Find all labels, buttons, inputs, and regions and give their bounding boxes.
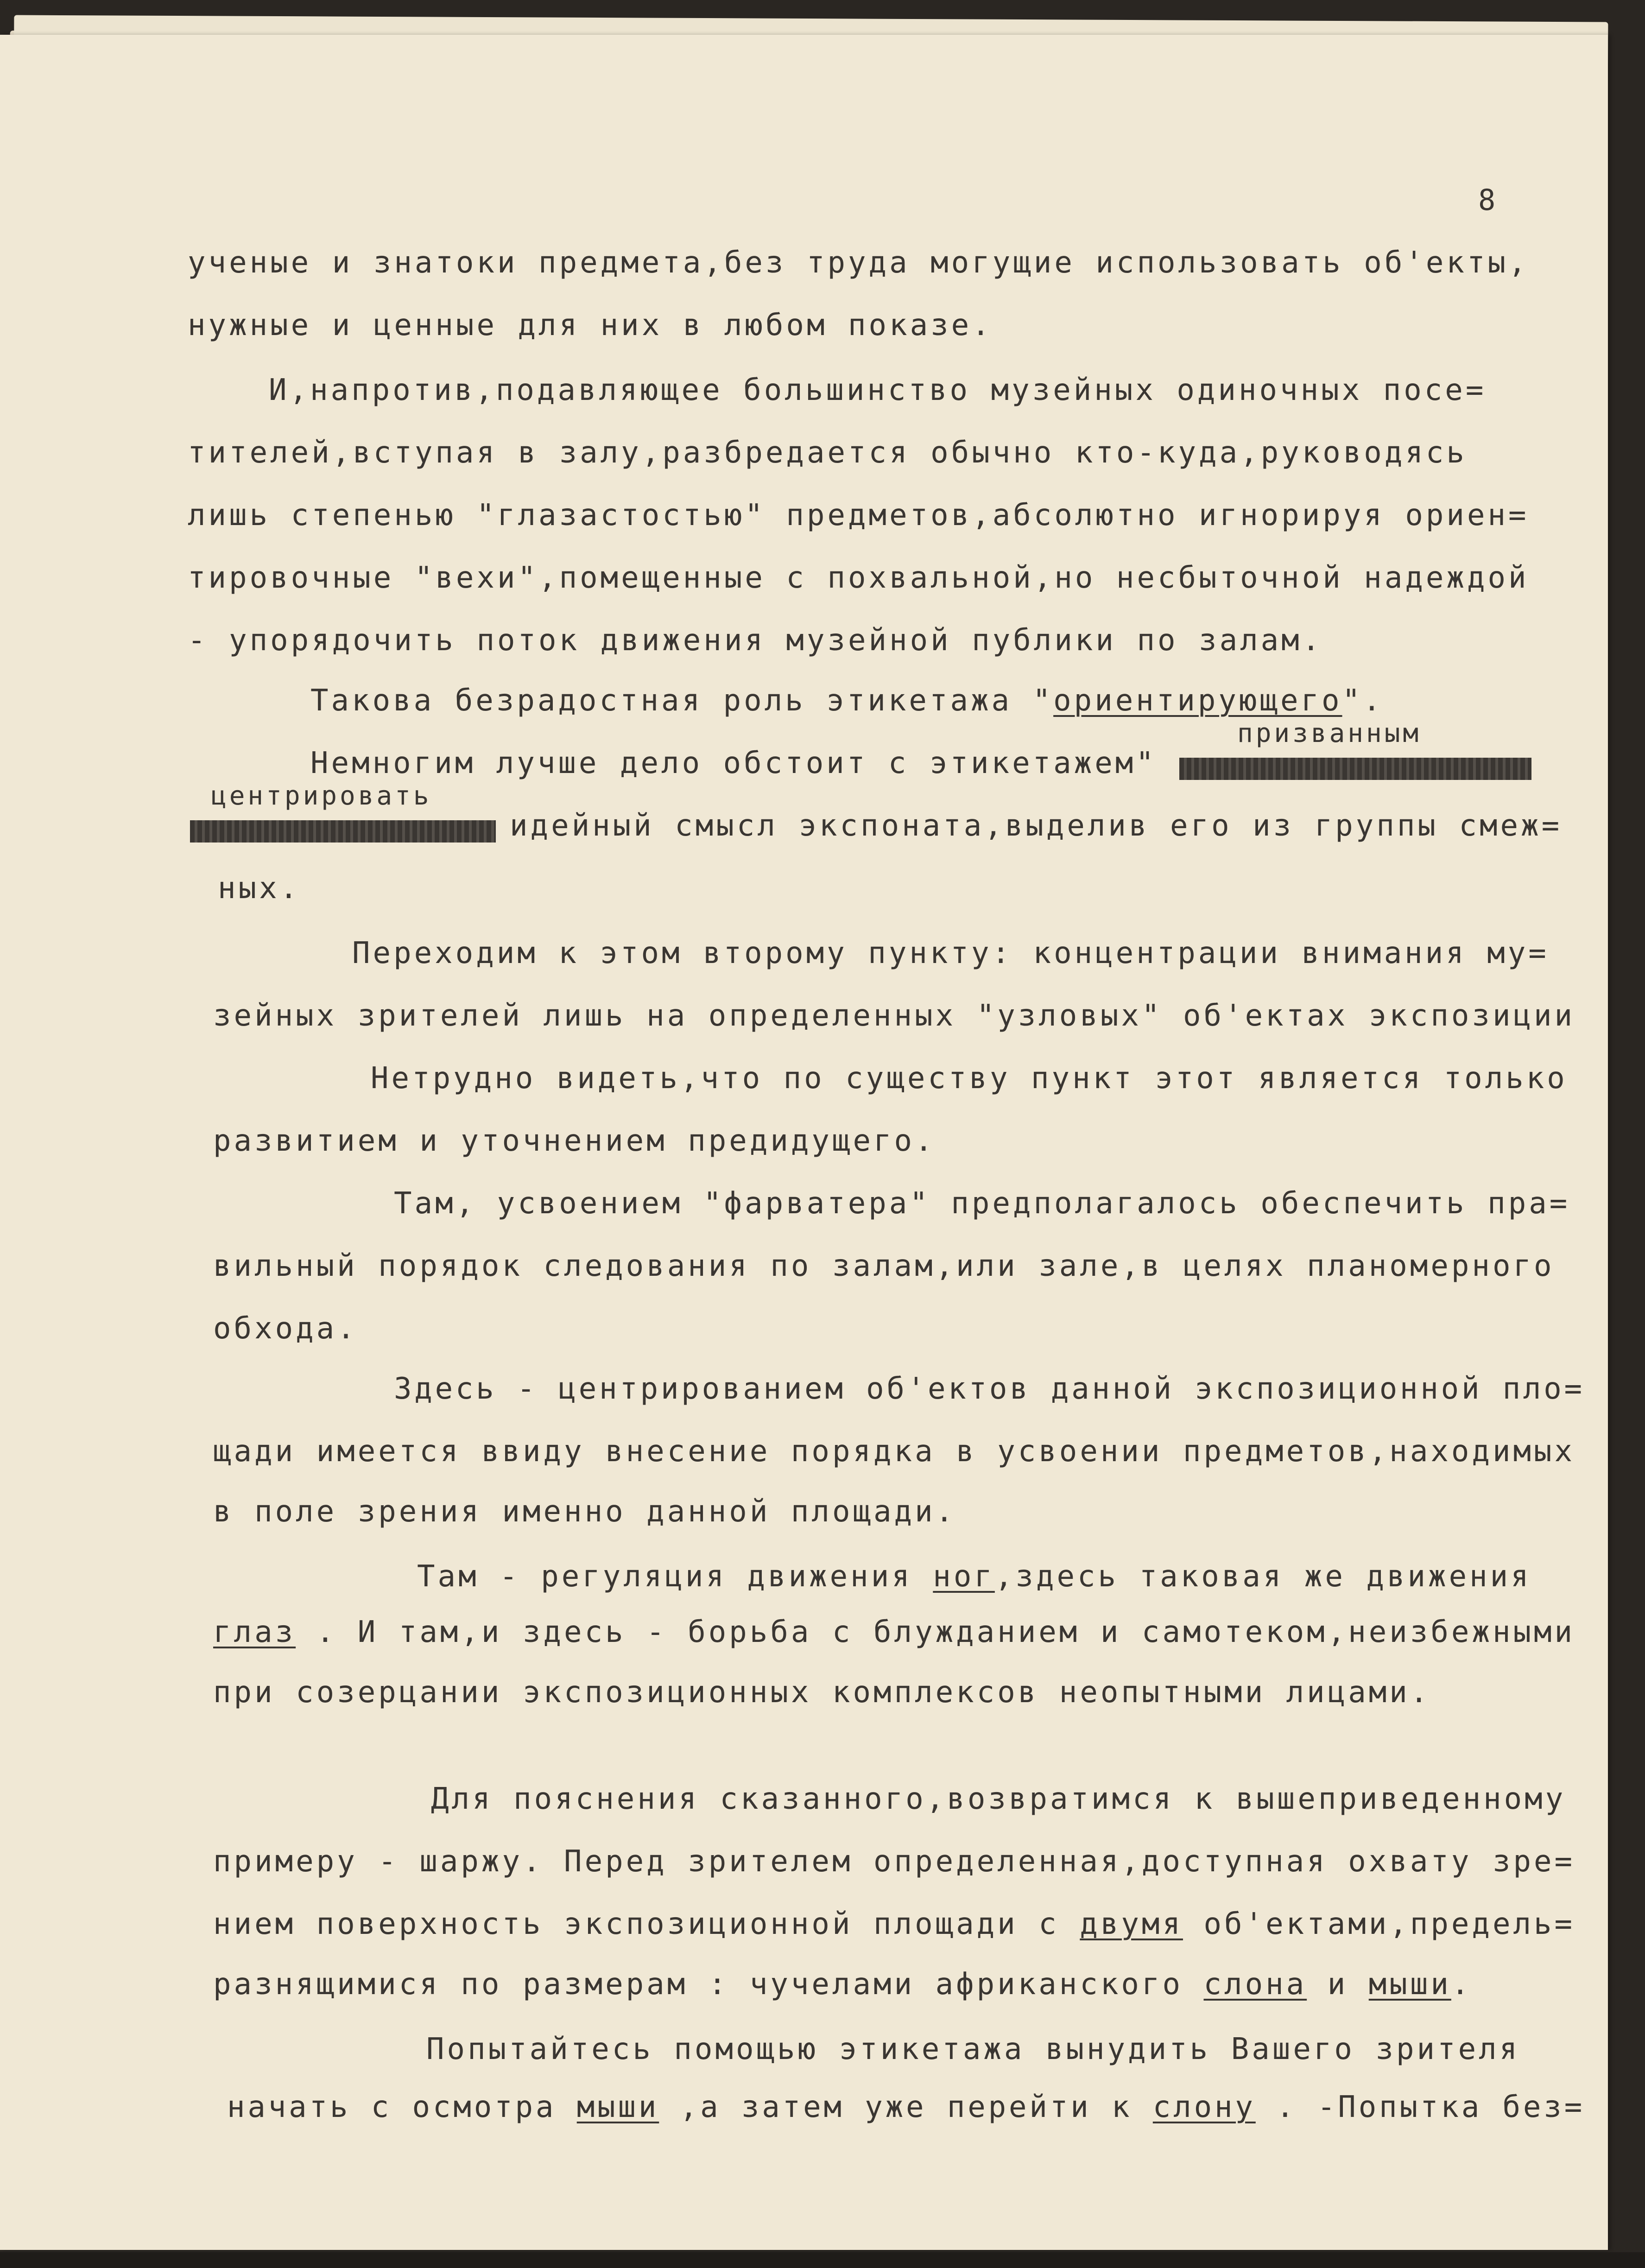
text-line: Переходим к этом второму пункту: концентрации внимания му=: [352, 936, 1549, 970]
underlined-word: мыши: [1368, 1967, 1451, 2002]
struck-out-text: [190, 820, 496, 843]
text-line: обхода.: [213, 1311, 358, 1346]
text-line: разнящимися по размерам : чучелами африканского слона и мыши.: [213, 1967, 1472, 2002]
handwritten-insertion: призванным: [1237, 718, 1422, 748]
text-line: Для пояснения сказанного,возвратимся к вышеприведенному: [431, 1782, 1566, 1816]
text-line: Немногим лучше дело обстоит с этикетажем": [310, 746, 1157, 780]
underlined-word: ног: [933, 1559, 995, 1594]
page-number: 8: [1478, 183, 1496, 217]
background-edge: [0, 2252, 1645, 2268]
text-line: при созерцании экспозиционных комплексов неопытными лицами.: [213, 1675, 1431, 1710]
text-line: начать с осмотра мыши ,а затем уже перейти к слону . -Попытка без=: [227, 2090, 1585, 2124]
text-line: зейных зрителей лишь на определенных "узловых" об'ектах экспозиции: [213, 999, 1575, 1033]
text-line: Попытайтесь помощью этикетажа вынудить Вашего зрителя: [426, 2032, 1520, 2066]
underlined-word: слону: [1152, 2090, 1256, 2124]
text-line: лишь степенью "глазастостью" предметов,абсолютно игнорируя ориен=: [188, 498, 1529, 532]
text-line: тировочные "вехи",помещенные с похвальной,но несбыточной надеждой: [188, 561, 1529, 595]
text-line: И,напротив,подавляющее большинство музейных одиночных посе=: [269, 373, 1487, 407]
text-line: щади имеется ввиду внесение порядка в усвоении предметов,находимых: [213, 1434, 1575, 1469]
text-line: развитием и уточнением предидущего.: [213, 1124, 936, 1158]
text-line: Такова безрадостная роль этикетажа "ориентирующего".: [310, 684, 1384, 718]
text-line: нужные и ценные для них в любом показе.: [188, 308, 993, 342]
text-line: тителей,вступая в залу,разбредается обычно кто-куда,руководясь: [188, 436, 1467, 470]
text-line: глаз . И там,и здесь - борьба с блужданием и самотеком,неизбежными: [213, 1615, 1575, 1649]
text-line: Там - регуляция движения ног,здесь таковая же движения: [417, 1559, 1531, 1594]
text-line: идейный смысл экспоната,выделив его из группы смеж=: [510, 809, 1563, 843]
underlined-word: слона: [1203, 1967, 1307, 2002]
text-line: Там, усвоением "фарватера" предполагалось обеспечить пра=: [394, 1186, 1570, 1221]
text-line: Нетрудно видеть,что по существу пункт этот является только: [371, 1061, 1568, 1096]
text-line: нием поверхность экспозиционной площади с двумя об'ектами,предель=: [213, 1907, 1575, 1941]
text-line: вильный порядок следования по залам,или зале,в целях планомерного: [213, 1249, 1555, 1283]
typewritten-page: [0, 35, 1608, 2250]
text-line: ных.: [218, 871, 301, 906]
struck-out-text: [1179, 758, 1531, 780]
underlined-word: двумя: [1080, 1907, 1183, 1941]
text-line: Здесь - центрированием об'ектов данной экспозиционной пло=: [394, 1372, 1585, 1406]
text-line: примеру - шаржу. Перед зрителем определенная,доступная охвату зре=: [213, 1844, 1575, 1879]
underlined-word: мыши: [576, 2090, 659, 2124]
text-line: - упорядочить поток движения музейной публики по залам.: [188, 623, 1323, 658]
text-line: в поле зрения именно данной площади.: [213, 1495, 956, 1529]
underlined-word: ориентирующего: [1053, 684, 1342, 718]
handwritten-insertion: центрировать: [211, 781, 432, 811]
underlined-word: глаз: [213, 1615, 296, 1649]
text-line: ученые и знатоки предмета,без труда могущие использовать об'екты,: [188, 246, 1529, 280]
